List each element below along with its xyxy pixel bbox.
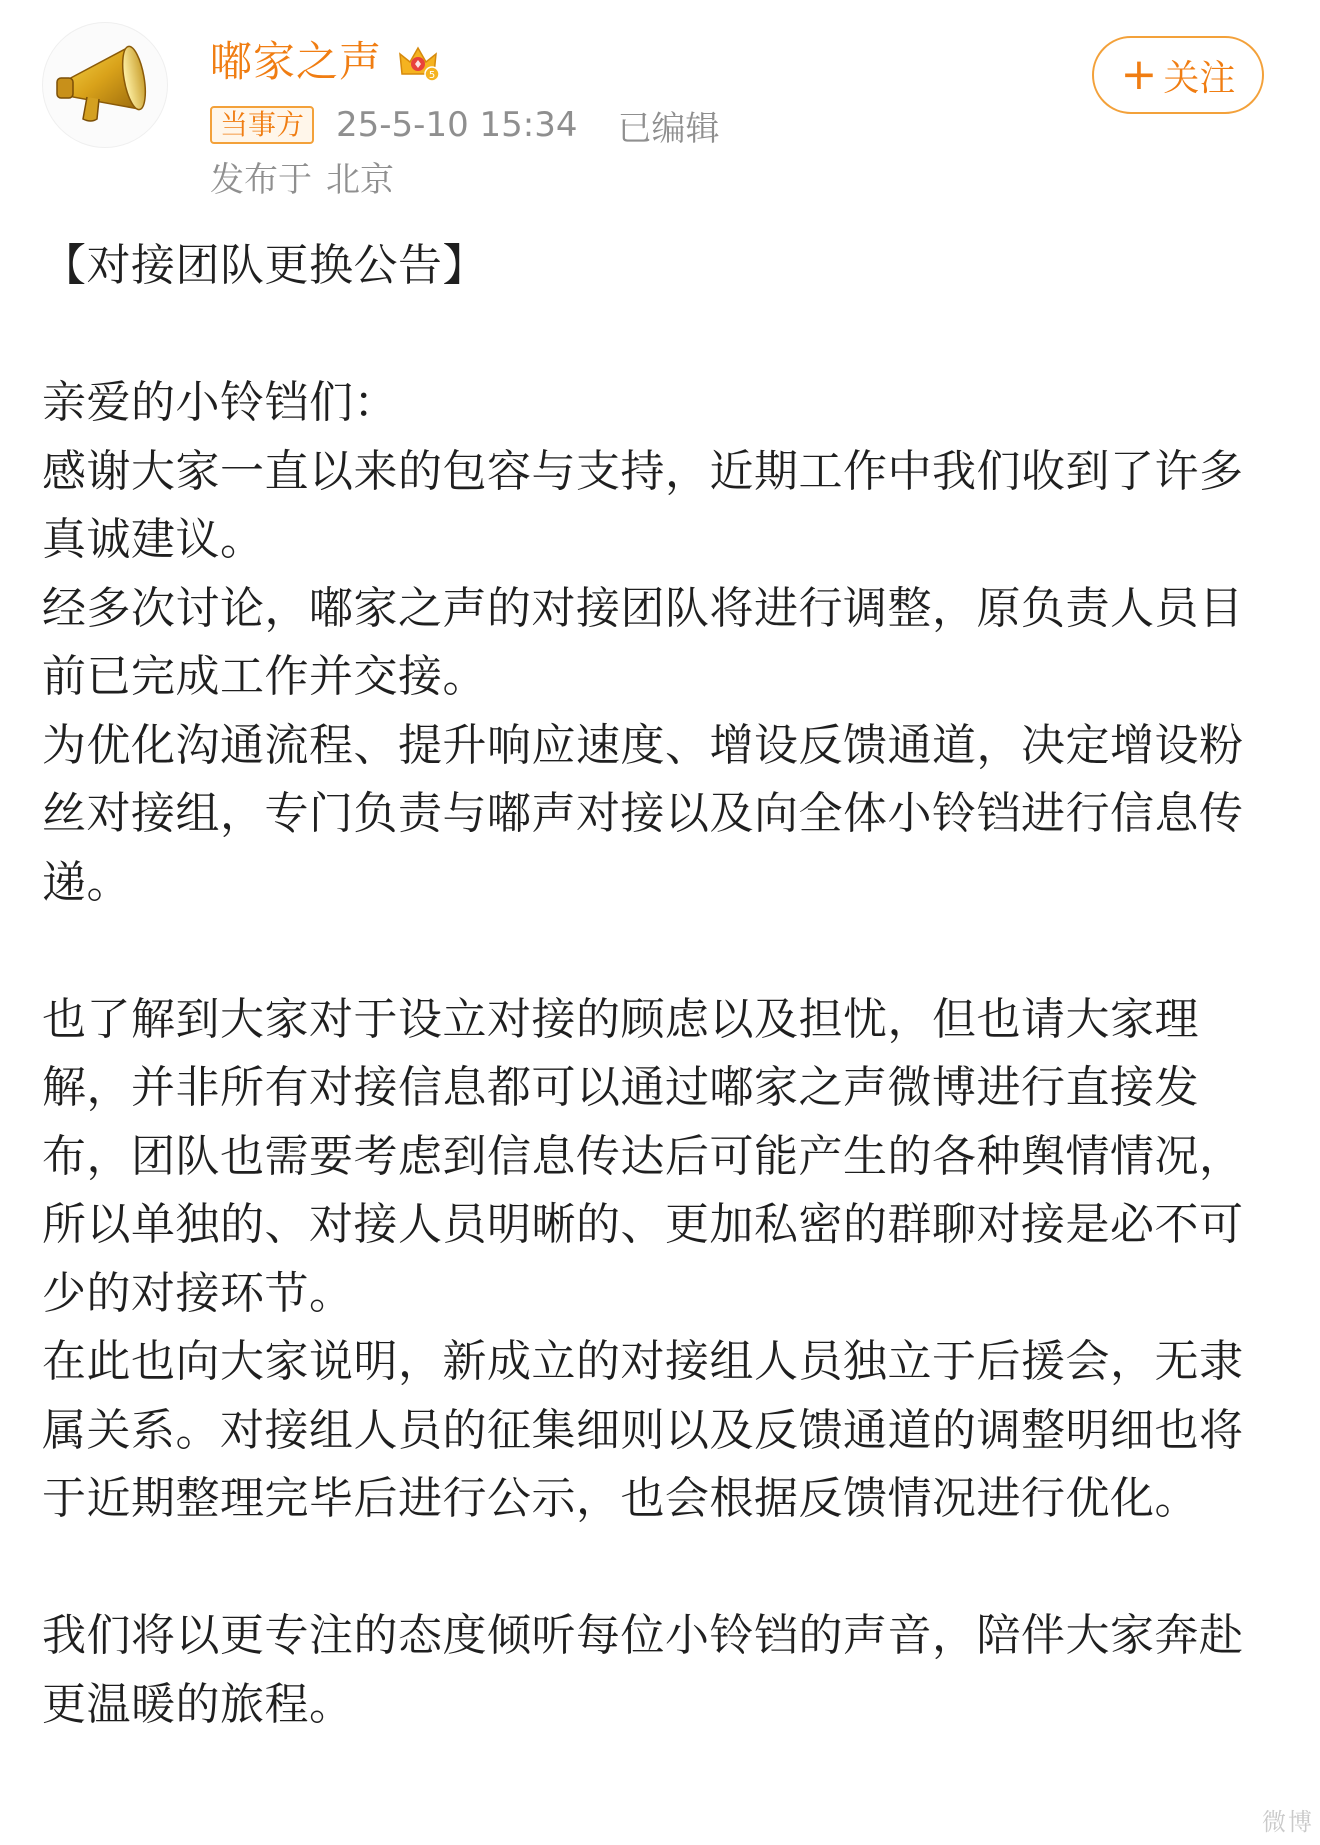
paragraph: 我们将以更专注的态度倾听每位小铃铛的声音，陪伴大家奔赴更温暖的旅程。 [42, 1610, 1244, 1730]
paragraph: 感谢大家一直以来的包容与支持，近期工作中我们收到了许多真诚建议。 [42, 445, 1244, 565]
paragraph: 在此也向大家说明，新成立的对接组人员独立于后援会，无隶属关系。对接组人员的征集细则以及反馈通道的调整明细也将于近期整理完毕后进行公示，也会根据反馈情况进行优化。 [42, 1336, 1244, 1524]
spacer [42, 917, 1282, 986]
plus-icon: + [1120, 49, 1158, 100]
paragraph: 亲爱的小铃铛们： [42, 377, 398, 428]
username[interactable]: 嘟家之声 [210, 37, 383, 86]
megaphone-icon [43, 23, 167, 147]
svg-text:5: 5 [428, 70, 436, 81]
party-badge: 当事方 [210, 106, 314, 144]
vip-crown-icon [396, 40, 440, 84]
post-header [0, 0, 1320, 210]
paragraph: 也了解到大家对于设立对接的顾虑以及担忧，但也请大家理解，并非所有对接信息都可以通过嘟家之声微博进行直接发布，团队也需要考虑到信息传达后可能产生的各种舆情情况，所以单独的、对接人员明晰的、更加私密的群聊对接是必不可少的对接环节。 [42, 993, 1244, 1319]
location-row [210, 152, 394, 201]
location: 北京 [326, 160, 394, 200]
follow-button[interactable] [1092, 36, 1264, 114]
meta-row [210, 100, 720, 150]
location-prefix: 发布于 [210, 160, 312, 200]
avatar[interactable] [42, 22, 168, 148]
spacer [42, 301, 1282, 370]
spacer [42, 1534, 1282, 1603]
follow-label: 关注 [1163, 57, 1236, 99]
post-time: 25-5-10 15:34 [336, 105, 578, 145]
post-body [42, 232, 1282, 1739]
post-title: 【对接团队更换公告】 [42, 240, 487, 291]
watermark: 微博 [1262, 1808, 1314, 1836]
edited-label[interactable]: 已编辑 [617, 108, 720, 149]
paragraph: 经多次讨论，嘟家之声的对接团队将进行调整，原负责人员目前已完成工作并交接。 [42, 582, 1244, 702]
paragraph: 为优化沟通流程、提升响应速度、增设反馈通道，决定增设粉丝对接组，专门负责与嘟声对接以及向全体小铃铛进行信息传递。 [42, 719, 1244, 908]
name-row [210, 36, 440, 88]
